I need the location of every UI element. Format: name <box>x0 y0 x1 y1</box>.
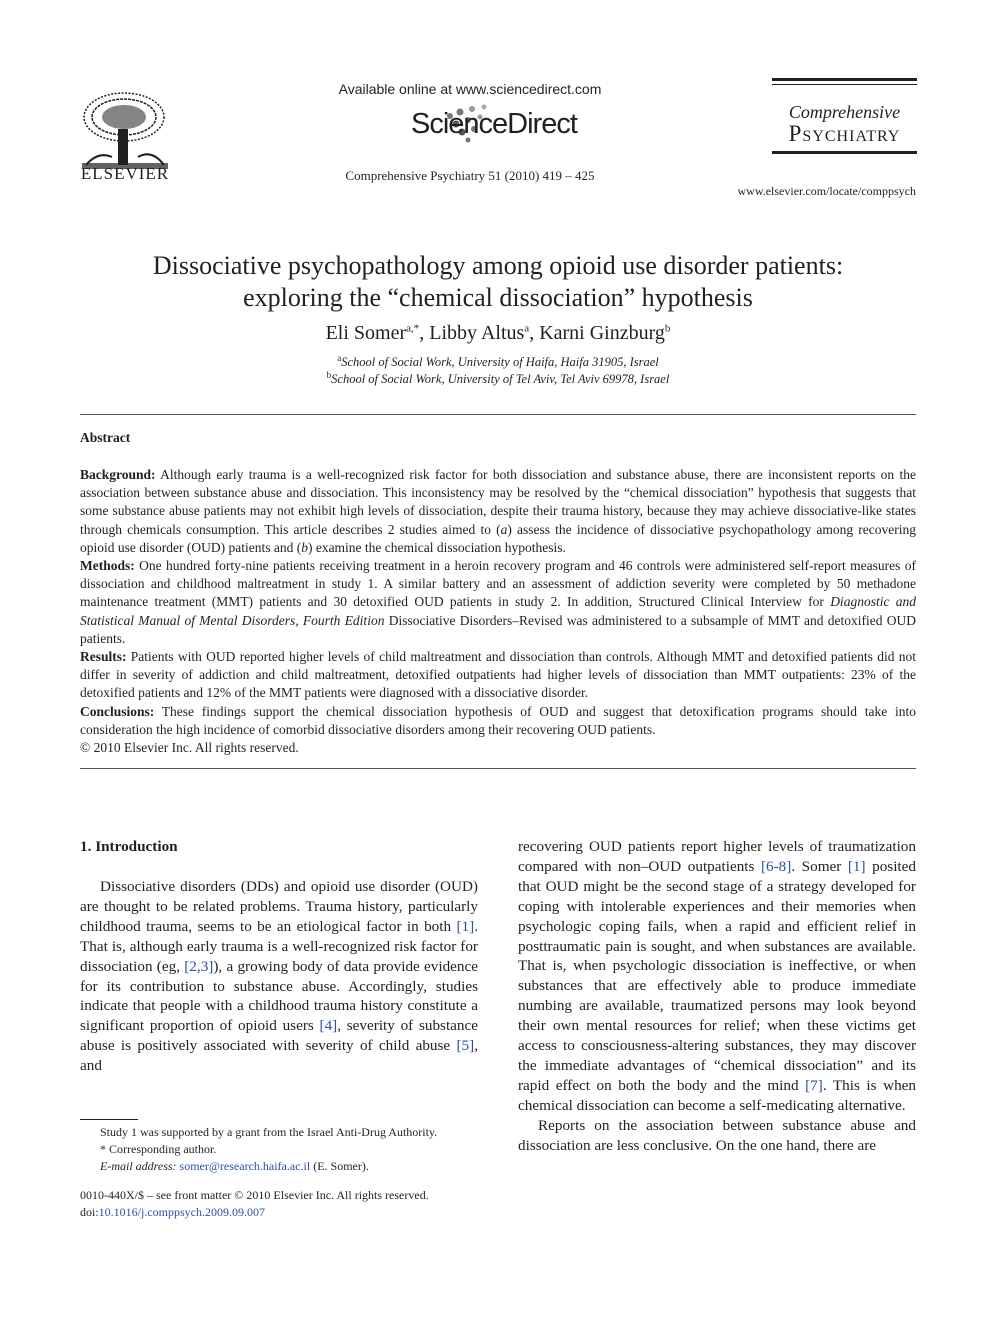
right-column <box>518 837 916 1156</box>
author-name: Karni Ginzburg <box>539 322 665 344</box>
email-link[interactable]: somer@research.haifa.ac.il <box>179 1159 311 1173</box>
abstract-methods: Methods: One hundred forty-nine patients receiving treatment in a heroin recovery program and 46 controls were administered self-report measures of dissociation and childhood maltreatment in study 1. A similar battery and an assessment of addiction severity were completed by 50 methadone maintenance treatment (MMT) patients and 30 detoxified OUD patients in study 2. In addition, Structured Clinical Interview for Diagnostic and Statistical Manual of Mental Disorders, Fourth Edition Dissociative Disorders–Revised was administered to a subsample of MMT and detoxified OUD patients. <box>80 558 917 646</box>
abstract-heading: Abstract <box>80 430 131 445</box>
author-list: Eli Somer$^{a,*}$, Libby Altus$^a$, Karni Ginzburg$^b$ <box>325 322 671 344</box>
reference-link[interactable]: [4] <box>319 1017 338 1035</box>
sciencedirect-wordmark: ScienceDirect <box>411 108 577 140</box>
abstract-background: Background: Although early trauma is a well-recognized risk factor for both dissociation and substance abuse, there are inconsistent reports on the association between substance abuse and dissociation. This inconsistency may be resolved by the “chemical dissociation” hypothesis that suggests that some substance abuse patients may not exhibit high levels of dissociation, despite their trauma history, because they may achieve dissociative-like states through chemicals consumption. This article describes 2 studies aimed to (a) assess the incidence of dissociative psychopathology among recovering opioid use disorder (OUD) patients and (b) examine the chemical dissociation hypothesis. <box>80 467 916 555</box>
reference-link[interactable]: [2,3] <box>184 957 214 975</box>
author-name: Libby Altus <box>429 322 525 344</box>
abstract-results: Results: Patients with OUD reported higher levels of child maltreatment and dissociation than controls. Although MMT and detoxified patients did not differ in severity of addiction and child maltreatment, detoxified outpatients had higher levels of dissociation than MMT outpatients: 23% of the detoxified patients and 12% of the MMT patients were diagnosed with a dissociative disorder. <box>80 649 916 701</box>
divider <box>80 414 916 415</box>
journal-name-line1: Comprehensive <box>788 102 901 122</box>
intro-paragraph-continued: recovering OUD patients report higher levels of traumatization compared with non–OUD outpatients [6-8]. Somer [1] posited that OUD might be the second stage of a strategy developed for coping with intolerable experiences and their memories when psychologic coping fails, when a rapid and efficient relief in posttraumatic pain is sought, and when substances are available. That is, when psychologic dissociation is ineffective, or when substances that are effectively able to produce immediate numbing are available, traumatized persons may look beyond their own mental resources for relief; when these victims get access to consciousness-altering substances, they may discover the immediate advantages of “chemical dissociation” and its rapid effect on both the body and the mind [7]. This is when chemical dissociation can become a self-medicating alternative. <box>518 838 916 1114</box>
grant-footnote: Study 1 was supported by a grant from the Israel Anti-Drug Authority. <box>100 1125 438 1139</box>
affiliation: $^a$School of Social Work, University of Haifa, Haifa 31905, Israel <box>337 353 659 370</box>
footnote-divider <box>80 1119 138 1120</box>
email-footnote: E-mail address: somer@research.haifa.ac.il (E. Somer). <box>100 1159 369 1173</box>
reference-link[interactable]: [1] <box>847 857 866 875</box>
copyright-notice: © 2010 Elsevier Inc. All rights reserved. <box>80 740 299 756</box>
article-title: Dissociative psychopathology among opioid use disorder patients: exploring the “chemical dissociation” hypothesis <box>152 251 844 312</box>
reference-link[interactable]: [6-8] <box>760 857 792 875</box>
intro-paragraph: Dissociative disorders (DDs) and opioid use disorder (OUD) are thought to be related problems. Trauma history, particularly childhood trauma, seems to be an etiological factor in both [1]. That is, although early trauma is a well-recognized risk factor for dissociation (eg, [2,3]), a growing body of data provide evidence for its contribution to substance abuse. Accordingly, studies indicate that people with a childhood trauma history constitute a significant proportion of opioid users [4], severity of substance abuse is positively associated with severity of child abuse [5], and <box>80 878 478 1075</box>
journal-name-line2: Psychiatry <box>788 121 901 146</box>
reference-link[interactable]: [5] <box>456 1037 475 1055</box>
author-name: Eli Somer <box>325 322 407 344</box>
issn-line: 0010-440X/$ – see front matter © 2010 Elsevier Inc. All rights reserved. <box>80 1188 429 1202</box>
journal-citation: Comprehensive Psychiatry 51 (2010) 419 – 425 <box>345 168 595 183</box>
section-heading: 1. Introduction <box>80 838 178 855</box>
left-column <box>80 877 478 1076</box>
corresponding-footnote: * Corresponding author. <box>100 1142 217 1156</box>
available-online-text: Available online at www.sciencedirect.com <box>338 81 602 97</box>
affiliation: $^b$School of Social Work, University of Tel Aviv, Tel Aviv 69978, Israel <box>326 370 670 387</box>
divider <box>80 768 916 769</box>
reference-link[interactable]: [7] <box>805 1076 823 1094</box>
journal-url-link[interactable]: www.elsevier.com/locate/comppsych <box>737 184 916 198</box>
abstract-conclusions: Conclusions: These findings support the chemical dissociation hypothesis of OUD and suggest that detoxification programs should take into consideration the high incidence of comorbid dissociative disorders among their recovering OUD patients. <box>80 703 916 737</box>
publisher-name: ELSEVIER <box>80 164 170 183</box>
abstract-body <box>80 466 916 757</box>
reference-link[interactable]: [1] <box>456 917 475 935</box>
doi-link[interactable]: 10.1016/j.comppsych.2009.09.007 <box>98 1205 265 1219</box>
journal-logo <box>772 78 917 157</box>
intro-paragraph: Reports on the association between substance abuse and dissociation are less conclusive. On the one hand, there are <box>518 1116 916 1154</box>
doi-line: doi:10.1016/j.comppsych.2009.09.007 <box>80 1205 265 1219</box>
